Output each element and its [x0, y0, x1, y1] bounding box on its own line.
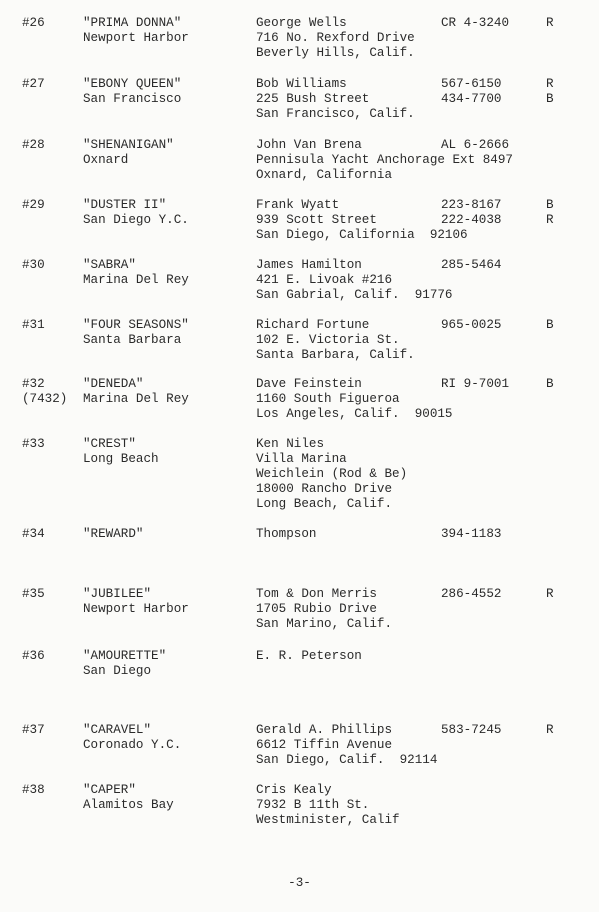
owner-info	[256, 77, 415, 122]
entry-number-line: #29	[22, 198, 45, 212]
phone-info-line: 286-4552	[441, 587, 502, 601]
boat-info	[83, 16, 189, 46]
entry-code	[546, 318, 554, 333]
boat-info	[83, 138, 174, 168]
owner-info	[256, 198, 468, 243]
owner-info-line: Ken Niles	[256, 437, 325, 451]
boat-info-line: "PRIMA DONNA"	[83, 16, 182, 30]
phone-info-line: 583-7245	[441, 723, 502, 737]
boat-info	[83, 437, 159, 467]
boat-info-line: Marina Del Rey	[83, 392, 189, 406]
owner-info-line: 421 E. Livoak #216	[256, 273, 393, 287]
boat-info	[83, 527, 143, 542]
entry-code-line: B	[546, 92, 554, 106]
owner-info-line: San Gabrial, Calif. 91776	[256, 288, 453, 302]
owner-info-line: 7932 B 11th St.	[256, 798, 370, 812]
owner-info	[256, 437, 407, 512]
phone-info	[441, 138, 509, 153]
boat-info-line: San Francisco	[83, 92, 182, 106]
entry-code-line: B	[546, 198, 554, 212]
entry-code-line: R	[546, 213, 554, 227]
owner-info	[256, 258, 453, 303]
entry-number-line: #32	[22, 377, 45, 391]
owner-info-line: Cris Kealy	[256, 783, 332, 797]
phone-info	[441, 723, 501, 738]
owner-info-line: James Hamilton	[256, 258, 362, 272]
boat-info-line: San Diego	[83, 664, 152, 678]
phone-info-line: 434-7700	[441, 92, 502, 106]
entry-code	[546, 16, 554, 31]
phone-info-line: CR 4-3240	[441, 16, 510, 30]
entry-number	[22, 138, 45, 153]
entry-number-line: #26	[22, 16, 45, 30]
owner-info-line: George Wells	[256, 16, 347, 30]
owner-info-line: E. R. Peterson	[256, 649, 362, 663]
entry-number-line: #36	[22, 649, 45, 663]
owner-info	[256, 649, 362, 664]
boat-info	[83, 318, 189, 348]
owner-info-line: Frank Wyatt	[256, 198, 340, 212]
phone-info-line: RI 9-7001	[441, 377, 510, 391]
owner-info	[256, 527, 316, 542]
entry-number-line: (7432)	[22, 392, 68, 406]
owner-info-line: San Marino, Calif.	[256, 617, 393, 631]
boat-info	[83, 587, 189, 617]
owner-info-line: Beverly Hills, Calif.	[256, 46, 415, 60]
owner-info-line: 225 Bush Street	[256, 92, 370, 106]
entry-code-line: R	[546, 77, 554, 91]
boat-info	[83, 783, 174, 813]
entry-code	[546, 587, 554, 602]
phone-info-line: AL 6-2666	[441, 138, 510, 152]
entry-number	[22, 198, 45, 213]
boat-info-line: "CREST"	[83, 437, 136, 451]
entry-number-line: #34	[22, 527, 45, 541]
page-number: -3-	[288, 876, 311, 890]
owner-info-line: Richard Fortune	[256, 318, 370, 332]
entry-code-line: R	[546, 723, 554, 737]
boat-info-line: "DUSTER II"	[83, 198, 167, 212]
phone-info	[441, 377, 509, 392]
entry-number	[22, 318, 45, 333]
boat-info-line: "SHENANIGAN"	[83, 138, 174, 152]
boat-info	[83, 258, 189, 288]
boat-info-line: Marina Del Rey	[83, 273, 189, 287]
entry-number	[22, 377, 67, 407]
entry-number-line: #28	[22, 138, 45, 152]
entry-code-line: R	[546, 587, 554, 601]
owner-info-line: 6612 Tiffin Avenue	[256, 738, 393, 752]
owner-info	[256, 783, 400, 828]
entry-number	[22, 527, 45, 542]
phone-info-line: 567-6150	[441, 77, 502, 91]
phone-info-line: 222-4038	[441, 213, 502, 227]
owner-info-line: 1705 Rubio Drive	[256, 602, 377, 616]
owner-info-line: 18000 Rancho Drive	[256, 482, 393, 496]
owner-info-line: Weichlein (Rod & Be)	[256, 467, 408, 481]
owner-info	[256, 16, 415, 61]
boat-info-line: Oxnard	[83, 153, 129, 167]
boat-info-line: "DENEDA"	[83, 377, 144, 391]
boat-info-line: "CARAVEL"	[83, 723, 152, 737]
owner-info-line: San Diego, California 92106	[256, 228, 468, 242]
boat-info	[83, 649, 166, 679]
owner-info-line: Thompson	[256, 527, 317, 541]
owner-info-line: Westminister, Calif	[256, 813, 400, 827]
owner-info-line: Santa Barbara, Calif.	[256, 348, 415, 362]
owner-info	[256, 318, 415, 363]
phone-info	[441, 258, 501, 273]
owner-info-line: Long Beach, Calif.	[256, 497, 393, 511]
owner-info-line: 939 Scott Street	[256, 213, 377, 227]
phone-info	[441, 318, 501, 333]
boat-info-line: Santa Barbara	[83, 333, 182, 347]
entry-number	[22, 77, 45, 92]
entry-number-line: #27	[22, 77, 45, 91]
entry-code	[546, 198, 554, 228]
boat-info-line: Long Beach	[83, 452, 159, 466]
owner-info-line: San Francisco, Calif.	[256, 107, 415, 121]
entry-number	[22, 437, 45, 452]
owner-info-line: 1160 South Figueroa	[256, 392, 400, 406]
entry-code	[546, 377, 554, 392]
entry-number	[22, 16, 45, 31]
boat-info-line: "FOUR SEASONS"	[83, 318, 189, 332]
boat-info	[83, 377, 189, 407]
owner-info-line: San Diego, Calif. 92114	[256, 753, 438, 767]
phone-info-line: 285-5464	[441, 258, 502, 272]
owner-info-line: Tom & Don Merris	[256, 587, 377, 601]
entry-number-line: #38	[22, 783, 45, 797]
entry-code-line: R	[546, 16, 554, 30]
boat-info-line: "AMOURETTE"	[83, 649, 167, 663]
owner-info-line: Oxnard, California	[256, 168, 393, 182]
boat-info-line: Alamitos Bay	[83, 798, 174, 812]
entry-number	[22, 258, 45, 273]
owner-info-line: Pennisula Yacht Anchorage Ext 8497	[256, 153, 513, 167]
owner-info	[256, 377, 453, 422]
owner-info	[256, 723, 437, 768]
owner-info-line: John Van Brena	[256, 138, 362, 152]
boat-info	[83, 77, 181, 107]
entry-number-line: #30	[22, 258, 45, 272]
boat-info-line: "REWARD"	[83, 527, 144, 541]
boat-info-line: San Diego Y.C.	[83, 213, 189, 227]
entry-number-line: #33	[22, 437, 45, 451]
owner-info-line: Villa Marina	[256, 452, 347, 466]
phone-info	[441, 587, 501, 602]
owner-info-line: Los Angeles, Calif. 90015	[256, 407, 453, 421]
boat-info-line: "SABRA"	[83, 258, 136, 272]
owner-info-line: Gerald A. Phillips	[256, 723, 393, 737]
entry-number-line: #35	[22, 587, 45, 601]
phone-info-line: 394-1183	[441, 527, 502, 541]
entry-number	[22, 783, 45, 798]
boat-info-line: Newport Harbor	[83, 31, 189, 45]
boat-info-line: Coronado Y.C.	[83, 738, 182, 752]
entry-code-line: B	[546, 318, 554, 332]
phone-info	[441, 77, 501, 107]
entry-code	[546, 77, 554, 107]
phone-info	[441, 16, 509, 31]
phone-info	[441, 198, 501, 228]
owner-info	[256, 587, 392, 632]
owner-info-line: 716 No. Rexford Drive	[256, 31, 415, 45]
boat-info-line: "EBONY QUEEN"	[83, 77, 182, 91]
entry-number	[22, 649, 45, 664]
owner-info-line: 102 E. Victoria St.	[256, 333, 400, 347]
owner-info-line: Dave Feinstein	[256, 377, 362, 391]
entry-number	[22, 723, 45, 738]
owner-info-line: Bob Williams	[256, 77, 347, 91]
phone-info-line: 223-8167	[441, 198, 502, 212]
boat-info-line: "JUBILEE"	[83, 587, 152, 601]
boat-info	[83, 723, 181, 753]
entry-number-line: #31	[22, 318, 45, 332]
phone-info-line: 965-0025	[441, 318, 502, 332]
boat-info-line: "CAPER"	[83, 783, 136, 797]
boat-info	[83, 198, 189, 228]
boat-info-line: Newport Harbor	[83, 602, 189, 616]
entry-code	[546, 723, 554, 738]
entry-code-line: B	[546, 377, 554, 391]
phone-info	[441, 527, 501, 542]
entry-number	[22, 587, 45, 602]
entry-number-line: #37	[22, 723, 45, 737]
